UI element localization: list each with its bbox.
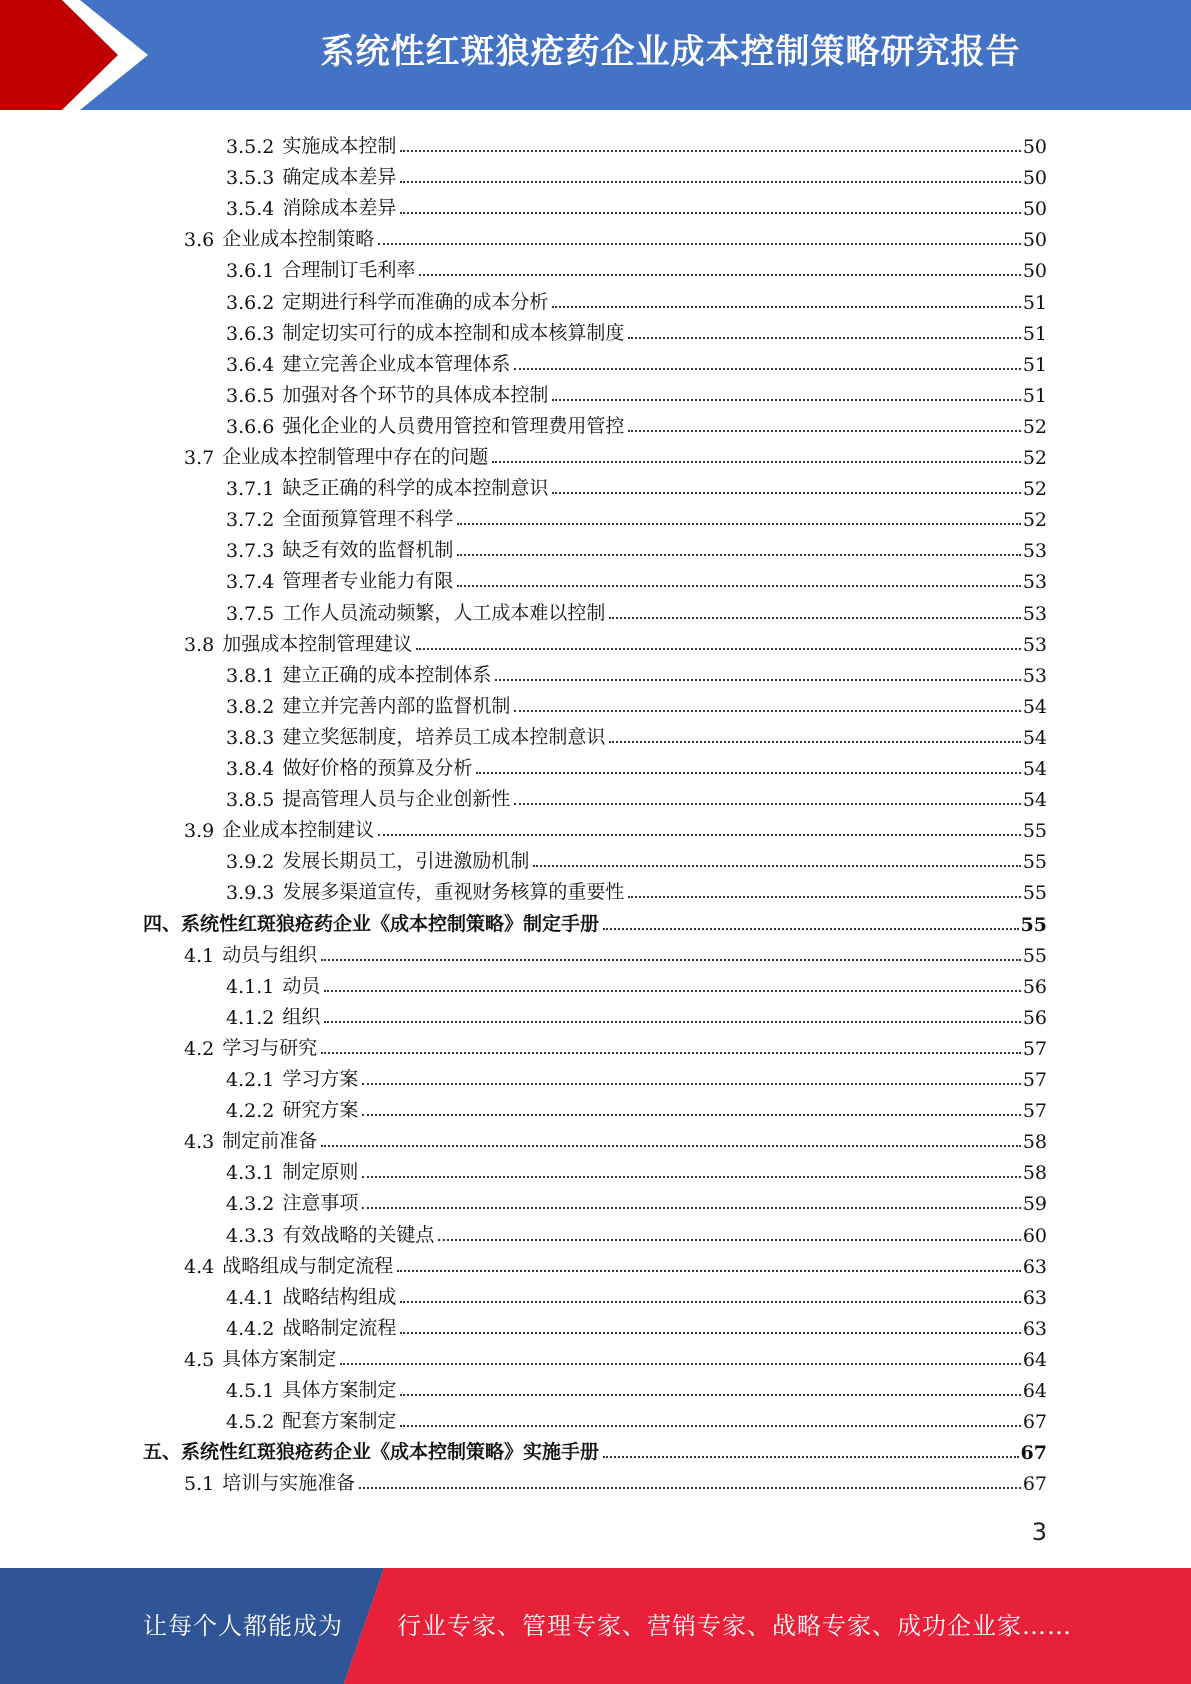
toc-entry-page: 51 <box>1022 384 1047 407</box>
toc-entry[interactable] <box>184 1464 1047 1495</box>
toc-entry-page: 55 <box>1022 851 1047 874</box>
toc-entry-page: 63 <box>1022 1255 1047 1278</box>
toc-entry-number: 5.1 <box>184 1473 215 1496</box>
toc-entry-title: 战略制定流程 <box>282 1316 397 1339</box>
toc-leader-dots <box>400 1332 1020 1334</box>
toc-entry-title: 组织 <box>282 1005 321 1028</box>
toc-entry-title: 有效战略的关键点 <box>282 1223 435 1246</box>
toc-entry-number: 3.9 <box>184 820 215 843</box>
toc-entry[interactable] <box>184 936 1047 967</box>
toc-entry-title: 工作人员流动频繁，人工成本难以控制 <box>282 601 606 624</box>
toc-entry-page: 55 <box>1022 882 1047 905</box>
toc-entry-number: 4.3 <box>184 1131 215 1154</box>
toc-entry[interactable] <box>143 1433 1047 1464</box>
toc-entry-title: 制定原则 <box>282 1161 359 1184</box>
toc-entry-page: 56 <box>1022 975 1047 998</box>
toc-entry-number: 3.8.1 <box>226 664 275 687</box>
toc-entry-page: 63 <box>1022 1286 1047 1309</box>
toc-entry-title: 战略结构组成 <box>282 1285 397 1308</box>
toc-entry-page: 58 <box>1022 1131 1047 1154</box>
toc-entry[interactable] <box>184 1340 1047 1371</box>
toc-entry[interactable] <box>226 1216 1047 1247</box>
toc-entry-number: 3.8.4 <box>226 758 275 780</box>
toc-entry-number: 4.5 <box>184 1348 215 1371</box>
toc-leader-dots <box>609 617 1020 619</box>
toc-entry-page: 52 <box>1022 415 1047 438</box>
toc-leader-dots <box>324 990 1020 992</box>
toc-entry-page: 52 <box>1022 447 1047 469</box>
toc-entry-number: 3.9.3 <box>226 882 275 905</box>
toc-entry[interactable] <box>226 1184 1047 1215</box>
toc-entry-number: 3.7.5 <box>226 602 275 625</box>
toc-leader-dots <box>400 1425 1020 1427</box>
toc-entry-title: 实施成本控制 <box>282 135 397 157</box>
toc-entry-title: 建立正确的成本控制体系 <box>282 663 492 686</box>
header-title: 系统性红斑狼疮药企业成本控制策略研究报告 <box>320 32 1021 72</box>
toc-entry-title: 建立并完善内部的监督机制 <box>282 694 511 717</box>
toc-entry-title: 做好价格的预算及分析 <box>282 757 473 779</box>
toc-leader-dots <box>438 1239 1020 1241</box>
toc-leader-dots <box>400 1301 1020 1303</box>
toc-entry-page: 50 <box>1022 167 1047 190</box>
toc-entry-title: 加强成本控制管理建议 <box>222 632 413 655</box>
toc-leader-dots <box>419 274 1020 276</box>
toc-entry[interactable] <box>226 531 1047 562</box>
toc-entry-number: 3.5.3 <box>226 167 275 190</box>
toc-entry-number: 3.7.4 <box>226 571 275 594</box>
toc-leader-dots <box>495 679 1020 681</box>
toc-entry[interactable] <box>184 438 1047 469</box>
toc-entry-title: 培训与实施准备 <box>222 1472 356 1495</box>
toc-entry-page: 57 <box>1022 1100 1047 1123</box>
toc-entry[interactable] <box>226 1278 1047 1309</box>
toc-entry[interactable] <box>226 283 1047 314</box>
toc-entry-title: 缺乏正确的科学的成本控制意识 <box>282 477 549 500</box>
toc-entry[interactable] <box>184 1029 1047 1060</box>
toc-entry[interactable] <box>184 220 1047 251</box>
toc-leader-dots <box>603 928 1019 930</box>
toc-entry-page: 54 <box>1022 758 1047 780</box>
toc-entry-title: 缺乏有效的监督机制 <box>282 539 454 562</box>
toc-leader-dots <box>324 1021 1020 1023</box>
toc-entry-number: 3.8 <box>184 633 215 656</box>
toc-entry[interactable] <box>226 1402 1047 1433</box>
toc-entry-page: 58 <box>1022 1162 1047 1185</box>
footer-slogan-left: 让每个人都能成为 <box>143 1612 343 1640</box>
toc-leader-dots <box>628 896 1020 898</box>
toc-leader-dots <box>533 865 1020 867</box>
toc-entry-page: 60 <box>1022 1224 1047 1247</box>
toc-entry-number: 3.6 <box>184 229 215 252</box>
toc-entry-number: 四、 <box>143 912 182 935</box>
toc-entry-number: 4.3.3 <box>226 1224 275 1247</box>
toc-entry-title: 发展多渠道宣传，重视财务核算的重要性 <box>282 881 625 904</box>
toc-entry[interactable] <box>226 687 1047 718</box>
toc-entry-page: 50 <box>1022 260 1047 283</box>
toc-entry-page: 57 <box>1022 1037 1047 1060</box>
toc-entry[interactable] <box>226 998 1047 1029</box>
toc-leader-dots <box>628 430 1020 432</box>
toc-leader-dots <box>362 1207 1020 1209</box>
toc-entry[interactable] <box>184 1247 1047 1278</box>
toc-leader-dots <box>457 585 1020 587</box>
toc-entry-page: 67 <box>1022 1411 1047 1434</box>
toc-leader-dots <box>321 1052 1021 1054</box>
toc-entry-page: 51 <box>1022 291 1047 314</box>
toc-entry-title: 建立完善企业成本管理体系 <box>282 352 511 375</box>
toc-leader-dots <box>378 243 1021 245</box>
toc-entry[interactable] <box>226 314 1047 345</box>
toc-leader-dots <box>416 648 1021 650</box>
page-header <box>0 0 1191 110</box>
toc-entry-title: 加强对各个环节的具体成本控制 <box>282 383 549 406</box>
toc-entry[interactable] <box>226 562 1047 593</box>
toc-leader-dots <box>359 1487 1021 1489</box>
toc-entry[interactable] <box>226 749 1047 780</box>
toc-entry-page: 53 <box>1022 602 1047 625</box>
toc-entry[interactable] <box>226 656 1047 687</box>
toc-entry-page: 53 <box>1022 633 1047 656</box>
toc-entry-page: 51 <box>1022 322 1047 345</box>
toc-entry-number: 3.7.3 <box>226 540 275 563</box>
toc-entry-page: 50 <box>1022 229 1047 252</box>
toc-entry-page: 67 <box>1022 1473 1047 1496</box>
toc-entry-page: 54 <box>1022 726 1047 749</box>
toc-entry-title: 系统性红斑狼疮药企业《成本控制策略》实施手册 <box>181 1441 600 1464</box>
toc-leader-dots <box>457 554 1020 556</box>
toc-entry[interactable] <box>226 967 1047 998</box>
toc-leader-dots <box>603 1456 1019 1458</box>
toc-entry[interactable] <box>226 251 1047 282</box>
toc-entry-page: 52 <box>1022 509 1047 532</box>
toc-entry-page: 50 <box>1022 198 1047 221</box>
toc-entry-title: 具体方案制定 <box>282 1379 397 1401</box>
toc-entry-number: 4.5.2 <box>226 1411 275 1434</box>
toc-entry-page: 53 <box>1022 571 1047 594</box>
toc-leader-dots <box>552 306 1020 308</box>
toc-entry-page: 55 <box>1022 944 1047 967</box>
toc-entry-title: 注意事项 <box>282 1192 359 1215</box>
toc-leader-dots <box>457 523 1020 525</box>
toc-leader-dots <box>609 741 1020 743</box>
toc-leader-dots <box>362 1176 1020 1178</box>
toc-entry-page: 53 <box>1022 540 1047 563</box>
toc-leader-dots <box>514 368 1020 370</box>
toc-entry-title: 动员与组织 <box>222 943 318 966</box>
toc-entry-number: 五、 <box>143 1441 182 1464</box>
toc-leader-dots <box>628 337 1020 339</box>
toc-entry[interactable] <box>226 780 1047 811</box>
toc-entry-number: 3.6.2 <box>226 291 275 314</box>
toc-leader-dots <box>552 492 1020 494</box>
toc-leader-dots <box>476 772 1020 774</box>
toc-leader-dots <box>492 461 1021 463</box>
toc-entry-number: 3.9.2 <box>226 851 275 874</box>
toc-entry-number: 4.1 <box>184 944 215 967</box>
toc-entry-page: 57 <box>1022 1069 1047 1091</box>
toc-entry-number: 3.6.6 <box>226 415 275 438</box>
toc-entry[interactable] <box>226 158 1047 189</box>
toc-entry-page: 52 <box>1022 478 1047 501</box>
toc-entry-page: 54 <box>1022 789 1047 812</box>
toc-entry[interactable] <box>226 1091 1047 1122</box>
toc-leader-dots <box>400 212 1020 214</box>
toc-leader-dots <box>397 1270 1021 1272</box>
toc-entry-title: 研究方案 <box>282 1099 359 1122</box>
toc-entry-number: 3.6.4 <box>226 353 275 376</box>
page-footer <box>0 1568 1191 1684</box>
footer-slogan-right: 行业专家、管理专家、营销专家、战略专家、成功企业家…… <box>397 1612 1072 1640</box>
toc-entry-title: 确定成本差异 <box>282 166 397 189</box>
toc-entry-page: 55 <box>1020 913 1047 936</box>
toc-entry-number: 3.5.2 <box>226 136 275 158</box>
toc-entry-title: 合理制订毛利率 <box>282 259 416 282</box>
toc-entry-number: 3.8.5 <box>226 789 275 812</box>
toc-entry-number: 4.2.1 <box>226 1069 275 1091</box>
toc-entry-number: 4.2 <box>184 1037 215 1060</box>
toc-leader-dots <box>340 1363 1021 1365</box>
toc-entry-title: 企业成本控制策略 <box>222 228 375 251</box>
toc-entry-title: 具体方案制定 <box>222 1347 337 1370</box>
toc-entry-number: 4.2.2 <box>226 1100 275 1123</box>
toc-entry-number: 3.7.2 <box>226 509 275 532</box>
toc-entry-title: 配套方案制定 <box>282 1410 397 1433</box>
toc-entry-title: 提高管理人员与企业创新性 <box>282 788 511 811</box>
toc-entry-page: 56 <box>1022 1006 1047 1029</box>
toc-entry-number: 4.1.1 <box>226 975 275 998</box>
toc-entry-page: 64 <box>1022 1348 1047 1371</box>
toc-entry-page: 55 <box>1022 820 1047 843</box>
toc-entry-title: 企业成本控制建议 <box>222 819 375 842</box>
toc-leader-dots <box>321 1145 1021 1147</box>
toc-entry[interactable] <box>226 345 1047 376</box>
toc-entry-number: 3.8.3 <box>226 726 275 749</box>
toc-leader-dots <box>362 1083 1020 1085</box>
toc-entry-title: 管理者专业能力有限 <box>282 570 454 593</box>
toc-leader-dots <box>321 959 1021 961</box>
toc-entry[interactable] <box>226 873 1047 904</box>
toc-entry[interactable] <box>226 1060 1047 1091</box>
toc-entry-number: 4.4.1 <box>226 1286 275 1309</box>
toc-entry-page: 51 <box>1022 353 1047 376</box>
toc-entry-number: 3.7 <box>184 447 215 469</box>
toc-entry-page: 67 <box>1020 1442 1047 1465</box>
toc-entry[interactable] <box>226 376 1047 407</box>
toc-entry-number: 4.4 <box>184 1255 215 1278</box>
toc-entry[interactable] <box>226 127 1047 158</box>
toc-entry[interactable] <box>226 718 1047 749</box>
toc-leader-dots <box>400 150 1020 152</box>
toc-entry[interactable] <box>226 594 1047 625</box>
toc-entry[interactable] <box>226 1371 1047 1402</box>
toc-entry-page: 53 <box>1022 664 1047 687</box>
toc-entry-title: 系统性红斑狼疮药企业《成本控制策略》制定手册 <box>181 912 600 935</box>
toc-entry-title: 制定切实可行的成本控制和成本核算制度 <box>282 321 625 344</box>
toc-entry-number: 3.5.4 <box>226 198 275 221</box>
toc-entry-title: 消除成本差异 <box>282 197 397 220</box>
toc-entry[interactable] <box>226 189 1047 220</box>
toc-entry[interactable] <box>226 842 1047 873</box>
toc-entry[interactable] <box>226 1153 1047 1184</box>
toc-entry-title: 学习与研究 <box>222 1036 318 1059</box>
toc-entry[interactable] <box>143 905 1047 936</box>
page-number: 3 <box>1031 1518 1047 1546</box>
toc-leader-dots <box>362 1114 1020 1116</box>
toc-entry-number: 4.3.1 <box>226 1162 275 1185</box>
toc-entry-page: 64 <box>1022 1380 1047 1402</box>
toc-entry-title: 动员 <box>282 974 321 997</box>
toc-entry-number: 3.6.3 <box>226 322 275 345</box>
toc-entry-title: 定期进行科学而准确的成本分析 <box>282 290 549 313</box>
toc-entry-title: 强化企业的人员费用管控和管理费用管控 <box>282 414 625 437</box>
toc-entry-title: 制定前准备 <box>222 1130 318 1153</box>
toc-entry[interactable] <box>226 500 1047 531</box>
toc-entry-title: 企业成本控制管理中存在的问题 <box>222 446 489 468</box>
toc-entry-title: 建立奖惩制度，培养员工成本控制意识 <box>282 725 606 748</box>
toc-entry[interactable] <box>184 625 1047 656</box>
toc-entry-number: 4.4.2 <box>226 1317 275 1340</box>
toc-entry-number: 4.5.1 <box>226 1380 275 1402</box>
toc-entry-page: 54 <box>1022 695 1047 718</box>
toc-entry[interactable] <box>184 811 1047 842</box>
toc-entry-title: 学习方案 <box>282 1068 359 1090</box>
toc-entry[interactable] <box>226 469 1047 500</box>
toc-entry-page: 63 <box>1022 1317 1047 1340</box>
toc-leader-dots <box>514 803 1020 805</box>
toc-entry-title: 战略组成与制定流程 <box>222 1254 394 1277</box>
toc-entry-number: 3.7.1 <box>226 478 275 501</box>
toc-entry-title: 全面预算管理不科学 <box>282 508 454 531</box>
toc-leader-dots <box>552 399 1020 401</box>
toc-entry[interactable] <box>226 407 1047 438</box>
toc-entry-number: 4.1.2 <box>226 1006 275 1029</box>
toc-entry[interactable] <box>184 1122 1047 1153</box>
toc-entry-number: 4.3.2 <box>226 1193 275 1216</box>
toc-leader-dots <box>514 710 1020 712</box>
toc-leader-dots <box>378 834 1021 836</box>
toc-entry-page: 50 <box>1022 136 1047 158</box>
toc-entry-number: 3.8.2 <box>226 695 275 718</box>
toc-entry-page: 59 <box>1022 1193 1047 1216</box>
toc-entry-number: 3.6.1 <box>226 260 275 283</box>
toc-entry[interactable] <box>226 1309 1047 1340</box>
toc-leader-dots <box>400 1394 1020 1396</box>
toc-leader-dots <box>400 181 1020 183</box>
toc-entry-title: 发展长期员工，引进激励机制 <box>282 850 530 873</box>
toc-entry-number: 3.6.5 <box>226 384 275 407</box>
